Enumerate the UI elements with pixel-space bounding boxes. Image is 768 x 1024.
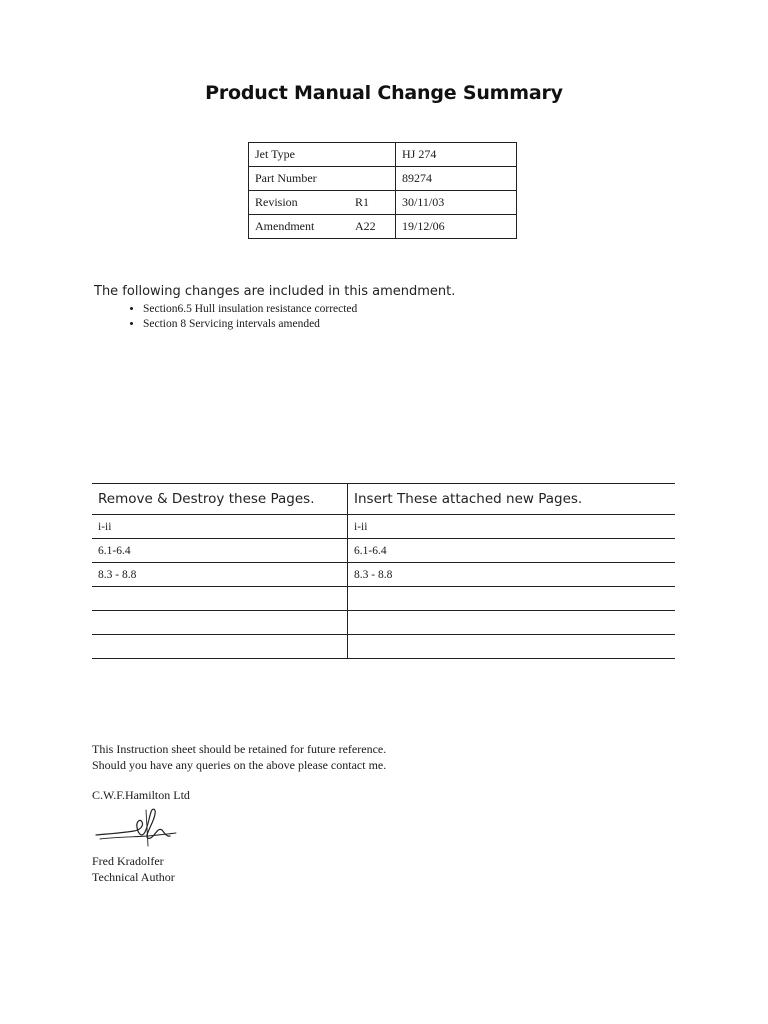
- info-value: 89274: [396, 167, 517, 191]
- change-item: • Section6.5 Hull insulation resistance corrected: [143, 302, 357, 317]
- product-info-table: [248, 142, 517, 239]
- insert-page-cell: [348, 635, 676, 659]
- info-value: HJ 274: [396, 143, 517, 167]
- table-row: [92, 635, 675, 659]
- insert-page-cell: 6.1-6.4: [348, 539, 676, 563]
- table-row: [92, 563, 675, 587]
- info-code: R1: [351, 191, 396, 215]
- info-label: Jet Type: [249, 143, 352, 167]
- company-name: C.W.F.Hamilton Ltd: [92, 788, 190, 802]
- insert-page-cell: 8.3 - 8.8: [348, 563, 676, 587]
- info-label: Revision: [249, 191, 352, 215]
- remove-page-cell: i-ii: [92, 515, 348, 539]
- remove-pages-header: Remove & Destroy these Pages.: [92, 484, 348, 515]
- insert-pages-header: Insert These attached new Pages.: [348, 484, 676, 515]
- insert-page-cell: i-ii: [348, 515, 676, 539]
- amendment-intro: The following changes are included in this amendment.: [94, 284, 456, 299]
- table-row: [92, 587, 675, 611]
- author-name: Fred Kradolfer: [92, 854, 164, 868]
- page-replacement-table: [92, 483, 675, 659]
- info-label: Part Number: [249, 167, 352, 191]
- change-list: [128, 302, 357, 332]
- pages-header-row: [92, 484, 675, 515]
- insert-page-cell: [348, 611, 676, 635]
- page-title: Product Manual Change Summary: [205, 82, 563, 104]
- remove-page-cell: [92, 635, 348, 659]
- table-row: [92, 611, 675, 635]
- info-row-jet-type: [249, 143, 517, 167]
- info-row-part-number: [249, 167, 517, 191]
- retain-note: This Instruction sheet should be retained for future reference.: [92, 742, 387, 756]
- remove-page-cell: 6.1-6.4: [92, 539, 348, 563]
- info-value: 30/11/03: [396, 191, 517, 215]
- info-label: Amendment: [249, 215, 352, 239]
- table-row: [92, 515, 675, 539]
- instruction-note: [92, 741, 386, 773]
- info-row-revision: [249, 191, 517, 215]
- handwritten-signature: [92, 804, 182, 850]
- insert-page-cell: [348, 587, 676, 611]
- table-row: [92, 539, 675, 563]
- change-item: • Section 8 Servicing intervals amended: [143, 317, 357, 332]
- author-block: [92, 853, 175, 885]
- info-code: [351, 143, 396, 167]
- contact-note: Should you have any queries on the above please contact me.: [92, 758, 387, 772]
- remove-page-cell: [92, 611, 348, 635]
- remove-page-cell: [92, 587, 348, 611]
- info-code: A22: [351, 215, 396, 239]
- info-row-amendment: [249, 215, 517, 239]
- author-title: Technical Author: [92, 870, 175, 884]
- info-value: 19/12/06: [396, 215, 517, 239]
- info-code: [351, 167, 396, 191]
- remove-page-cell: 8.3 - 8.8: [92, 563, 348, 587]
